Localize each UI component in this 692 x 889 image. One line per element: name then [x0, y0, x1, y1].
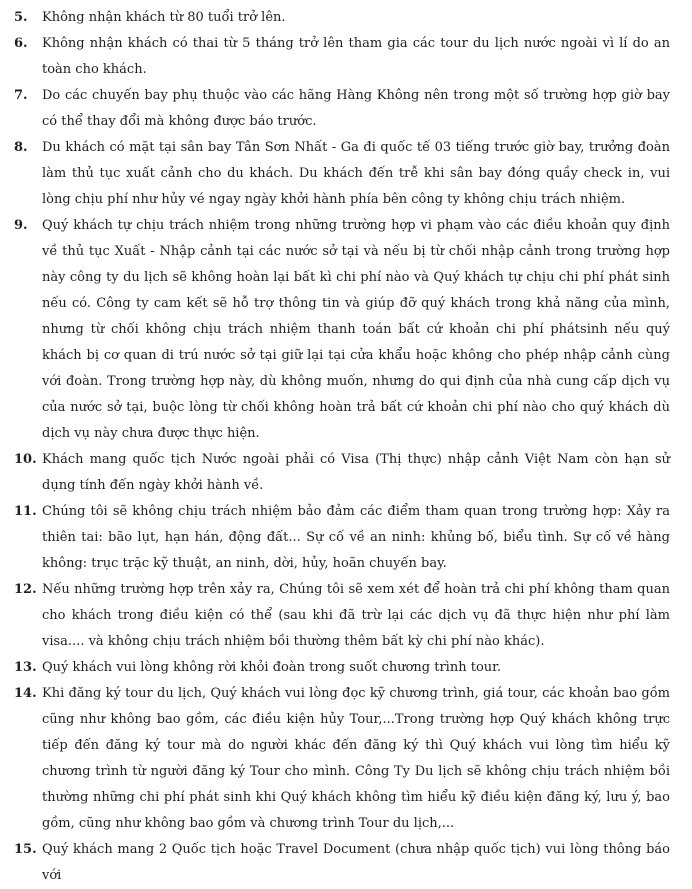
item-text: Chúng tôi sẽ không chịu trách nhiệm bảo đảm các điểm tham quan trong trường hợp: Xảy ra thiên tai: bão lụt, hạn hán, động đất... Sự cố về an ninh: khủng bố, biểu tình. Sự cố về hàng không: trục trặc kỹ thuật, an ninh, dời, hủy, hoãn chuyến bay. — [42, 504, 670, 571]
item-text: Không nhận khách có thai từ 5 tháng trở lên tham gia các tour du lịch nước ngoài vì lí do an toàn cho khách. — [42, 36, 670, 77]
list-item — [0, 5, 692, 31]
list-item — [0, 499, 692, 577]
item-number: 11. — [14, 504, 37, 519]
terms-list — [0, 5, 692, 889]
item-number: 10. — [14, 452, 37, 467]
list-item — [0, 837, 692, 889]
item-number: 6. — [14, 36, 28, 51]
item-number: 5. — [14, 10, 28, 25]
item-number: 12. — [14, 582, 37, 597]
item-number: 15. — [14, 842, 37, 857]
item-text: Quý khách tự chịu trách nhiệm trong những trường hợp vi phạm vào các điều khoản quy định về thủ tục Xuất - Nhập cảnh tại các nước sở tại và nếu bị từ chối nhập cảnh trong trường hợp này công ty du lịch sẽ không hoàn lại bất kì chi phí nào và Quý khách tự chịu chi phí phát sinh nếu có. Công ty cam kết sẽ hỗ trợ thông tin và giúp đỡ quý khách trong khả năng của mình, nhưng từ chối không chịu trách nhiệm thanh toán bất cứ khoản chi phí phátsinh nếu quý khách bị cơ quan di trú nước sở tại giữ lại tại cửa khẩu hoặc không cho phép nhập cảnh cùng với đoàn. Trong trường hợp này, dù không muốn, nhưng do qui định của nhà cung cấp dịch vụ của nước sở tại, buộc lòng từ chối không hoàn trả bất cứ khoản chi phí nào cho quý khách dù dịch vụ này chưa được thực hiện. — [42, 218, 670, 441]
list-item — [0, 31, 692, 83]
list-item — [0, 577, 692, 655]
list-item — [0, 681, 692, 837]
item-number: 13. — [14, 660, 37, 675]
item-text: Khi đăng ký tour du lịch, Quý khách vui lòng đọc kỹ chương trình, giá tour, các khoản bao gồm cũng như không bao gồm, các điều kiện hủy Tour,...Trong trường hợp Quý khách không trực tiếp đến đăng ký tour mà do người khác đến đăng ký thì Quý khách vui lòng tìm hiểu kỹ chương trình từ người đăng ký Tour cho mình. Công Ty Du lịch sẽ không chịu trách nhiệm bồi thường những chi phí phát sinh khi Quý khách không tìm hiểu kỹ điều kiện đăng ký, lưu ý, bao gồm, cũng như không bao gồm và chương trình Tour du lịch,... — [42, 686, 670, 831]
item-text: Nếu những trường hợp trên xảy ra, Chúng tôi sẽ xem xét để hoàn trả chi phí không tham quan cho khách trong điều kiện có thể (sau khi đã trừ lại các dịch vụ đã thực hiện như phí làm visa.... và không chịu trách nhiệm bồi thường thêm bất kỳ chi phí nào khác). — [42, 582, 670, 649]
list-item — [0, 655, 692, 681]
item-text: Du khách có mặt tại sân bay Tân Sơn Nhất - Ga đi quốc tế 03 tiếng trước giờ bay, trưởng đoàn làm thủ tục xuất cảnh cho du khách. Du khách đến trễ khi sân bay đóng quầy check in, vui lòng chịu phí như hủy vé ngay ngày khởi hành phía bên công ty không chịu trách nhiệm. — [42, 140, 670, 207]
item-number: 14. — [14, 686, 37, 701]
item-number: 8. — [14, 140, 28, 155]
item-text: Không nhận khách từ 80 tuổi trở lên. — [42, 10, 286, 25]
item-number: 9. — [14, 218, 28, 233]
item-text: Do các chuyến bay phụ thuộc vào các hãng Hàng Không nên trong một số trường hợp giờ bay có thể thay đổi mà không được báo trước. — [42, 88, 670, 129]
list-item — [0, 83, 692, 135]
item-text: Quý khách mang 2 Quốc tịch hoặc Travel Document (chưa nhập quốc tịch) vui lòng thông báo với — [42, 842, 670, 883]
list-item — [0, 213, 692, 447]
item-text: Quý khách vui lòng không rời khỏi đoàn trong suốt chương trình tour. — [42, 660, 502, 675]
item-number: 7. — [14, 88, 28, 103]
item-text: Khách mang quốc tịch Nước ngoài phải có Visa (Thị thực) nhập cảnh Việt Nam còn hạn sử dụng tính đến ngày khởi hành về. — [42, 452, 670, 493]
list-item — [0, 135, 692, 213]
list-item — [0, 447, 692, 499]
